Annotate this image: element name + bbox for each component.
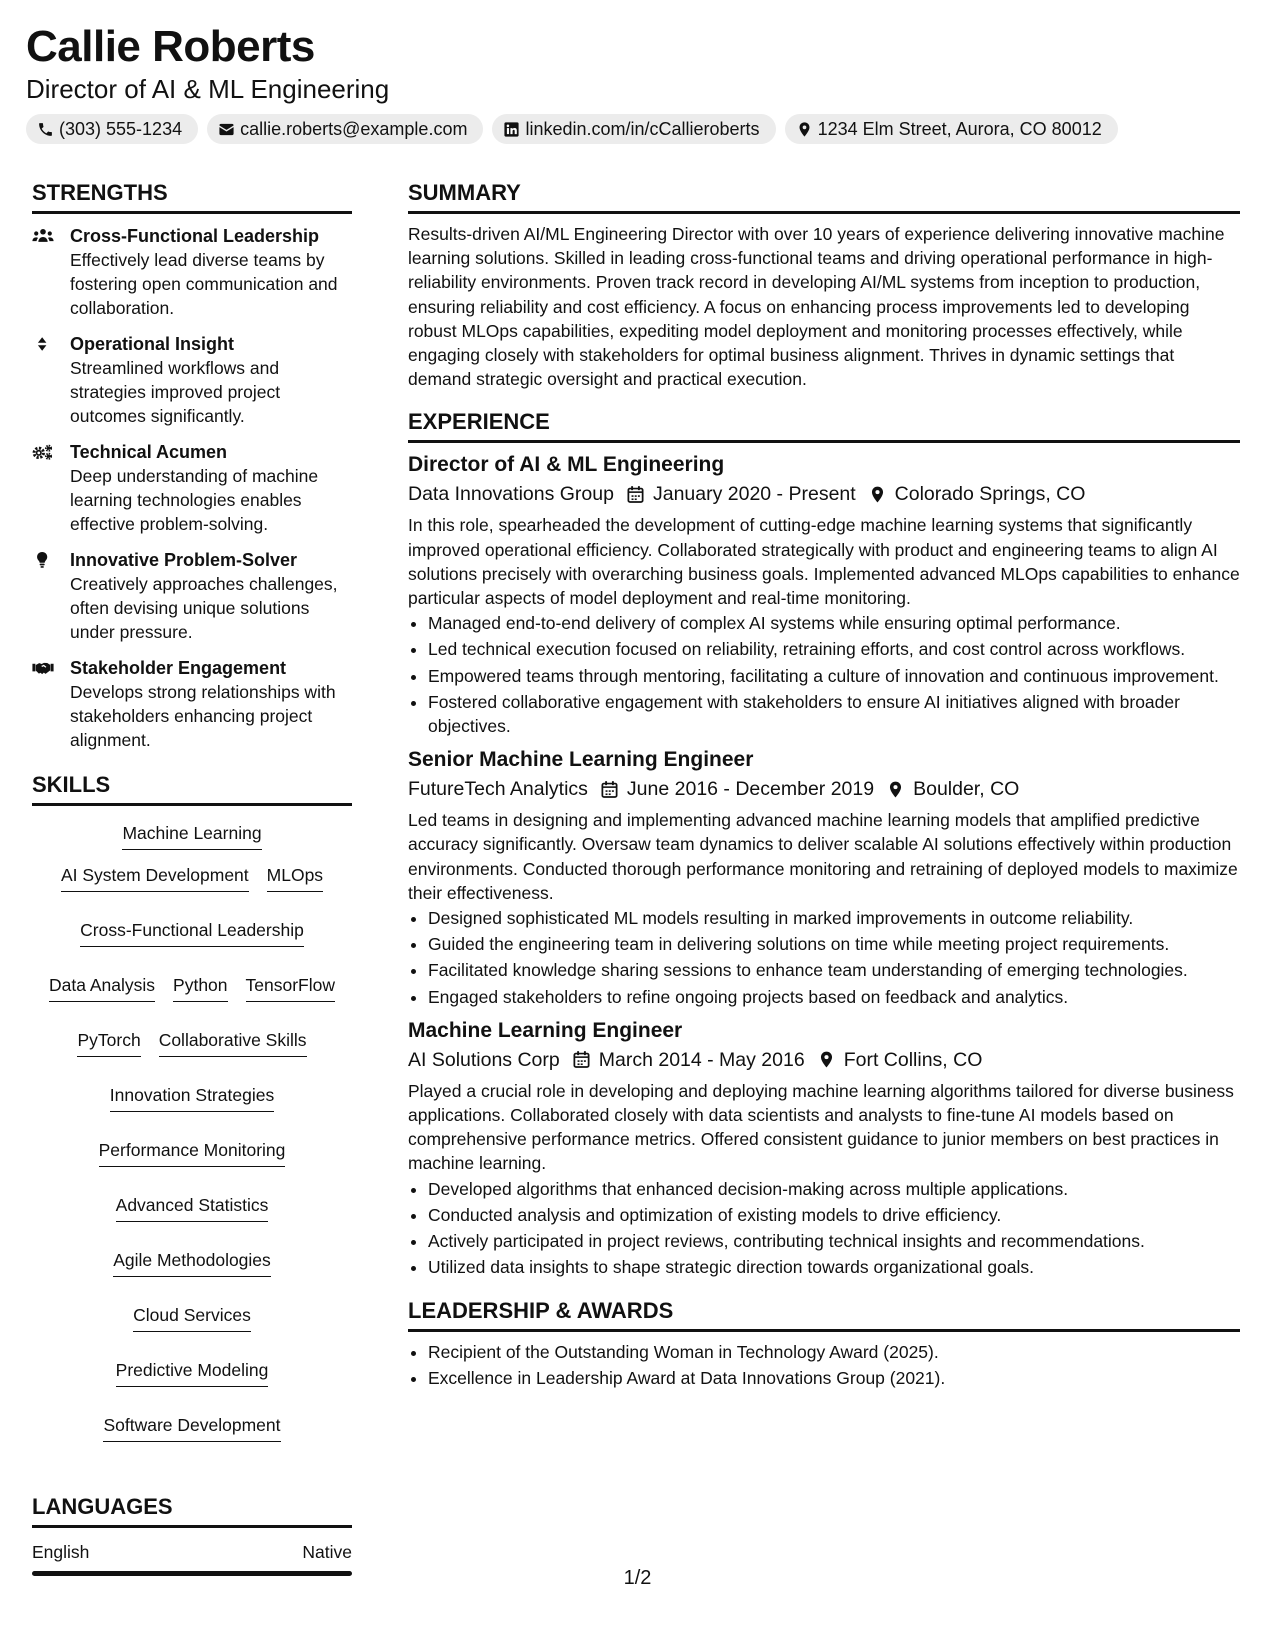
- job-entry: [408, 1017, 1240, 1280]
- job-bullet: • Actively participated in project reviews, contributing technical insights and recommendations.: [428, 1229, 1240, 1253]
- skills-list: [32, 821, 352, 1442]
- job-bullets: [408, 906, 1240, 1009]
- strength-item: [32, 548, 352, 644]
- award-item: • Excellence in Leadership Award at Data Innovations Group (2021).: [428, 1366, 1240, 1390]
- calendar-icon: [626, 485, 645, 504]
- sort-icon: [32, 335, 54, 353]
- strengths-list: [32, 224, 352, 752]
- contact-phone[interactable]: [26, 114, 198, 144]
- job-entry: [408, 451, 1240, 738]
- skill-tag: MLOps: [267, 863, 323, 892]
- job-bullet: • Utilized data insights to shape strategic direction towards organizational goals.: [428, 1255, 1240, 1279]
- contact-phone-text: (303) 555-1234: [59, 119, 183, 139]
- job-title: Director of AI & ML Engineering: [408, 453, 725, 477]
- job-description: In this role, spearheaded the development of cutting-edge machine learning systems that significantly improved operational efficiency. Collaborated strategically with product and engineering teams to align AI solutions precisely with overarching business goals. Implemented advanced MLOps capabilities to enhance particular aspects of model deployment and real-time monitoring.: [408, 515, 1240, 609]
- experience-heading: EXPERIENCE: [408, 407, 1240, 443]
- awards-list: [408, 1340, 1240, 1390]
- summary-text: Results-driven AI/ML Engineering Director with over 10 years of experience delivering innovative machine learning solutions. Skilled in leading cross-functional teams and driving operational performance in high-reliability environments. Proven track record in developing AI/ML systems from inception to production, ensuring reliability and cost efficiency. A focus on enhancing process improvements led to developing robust MLOps capabilities, expediting model deployment and monitoring processes effectively, while engaging closely with stakeholders for optimal business alignment. Thrives in dynamic settings that demand strategic oversight and practical execution.: [408, 224, 1225, 390]
- summary-heading: SUMMARY: [408, 178, 1240, 214]
- job-bullet: • Facilitated knowledge sharing sessions to enhance team understanding of emerging technologies.: [428, 958, 1240, 982]
- award-item: • Recipient of the Outstanding Woman in Technology Award (2025).: [428, 1340, 1240, 1364]
- job-description: Played a crucial role in developing and deploying machine learning algorithms tailored for diverse business applications. Collaborated closely with data scientists and analysts to fine-tune AI models based on comprehensive performance metrics. Offered consistent guidance to junior members on best practices in machine learning.: [408, 1080, 1234, 1174]
- job-company: FutureTech Analytics: [408, 778, 588, 801]
- envelope-icon: [218, 121, 235, 138]
- skill-tag: Agile Methodologies: [113, 1248, 271, 1277]
- skill-tag: Innovation Strategies: [110, 1083, 274, 1112]
- job-title: Machine Learning Engineer: [408, 1018, 683, 1042]
- job-entry: [408, 746, 1240, 1009]
- skill-tag: Advanced Statistics: [116, 1193, 269, 1222]
- skill-tag: Machine Learning: [122, 821, 261, 850]
- language-level: Native: [302, 1542, 352, 1562]
- strength-title: Innovative Problem-Solver: [70, 550, 298, 570]
- skill-tag: Data Analysis: [49, 973, 155, 1002]
- job-bullet: • Led technical execution focused on reliability, retraining efforts, and cost control across workflows.: [428, 637, 1240, 661]
- strength-title: Operational Insight: [70, 334, 235, 354]
- strength-description: Streamlined workflows and strategies improved project outcomes significantly.: [70, 358, 281, 426]
- job-meta: [408, 774, 1240, 804]
- lightbulb-icon: [32, 551, 54, 569]
- job-description: Led teams in designing and implementing advanced machine learning models that amplified predictive accuracy significantly. Oversaw team dynamics to deliver scalable AI solutions effectively within production environments. Conducted thorough performance monitoring and retraining of deployed models to maximize their effectiveness.: [408, 810, 1238, 903]
- contact-linkedin-text: linkedin.com/in/cCallieroberts: [525, 119, 760, 139]
- handshake-icon: [32, 659, 54, 677]
- strength-item: [32, 224, 352, 320]
- candidate-headline: Director of AI & ML Engineering: [26, 74, 390, 104]
- job-company: Data Innovations Group: [408, 483, 614, 506]
- strength-description: Develops strong relationships with stakeholders enhancing project alignment.: [70, 682, 336, 750]
- left-column: [32, 178, 352, 1576]
- skill-tag: Cross-Functional Leadership: [80, 918, 304, 947]
- strength-title: Stakeholder Engagement: [70, 658, 287, 678]
- calendar-icon: [572, 1050, 591, 1069]
- strength-item: [32, 332, 352, 428]
- contact-address: [785, 114, 1118, 144]
- gears-icon: [32, 443, 54, 461]
- skill-tag: Performance Monitoring: [99, 1138, 286, 1167]
- awards-heading: LEADERSHIP & AWARDS: [408, 1296, 1240, 1332]
- job-bullet: • Conducted analysis and optimization of existing models to drive efficiency.: [428, 1203, 1240, 1227]
- location-pin-icon: [817, 1050, 836, 1069]
- skill-tag: Collaborative Skills: [159, 1028, 307, 1057]
- skill-tag: AI System Development: [61, 863, 249, 892]
- job-location: Fort Collins, CO: [843, 1048, 983, 1071]
- job-meta: [408, 479, 1240, 509]
- strength-title: Cross-Functional Leadership: [70, 226, 320, 246]
- contact-bar: [26, 114, 1118, 144]
- right-column: [408, 178, 1240, 1392]
- job-company: AI Solutions Corp: [408, 1048, 560, 1071]
- skill-tag: TensorFlow: [246, 973, 335, 1002]
- strength-description: Creatively approaches challenges, often devising unique solutions under pressure.: [70, 574, 338, 642]
- job-title: Senior Machine Learning Engineer: [408, 748, 754, 772]
- skill-tag: Software Development: [103, 1413, 280, 1442]
- contact-address-text: 1234 Elm Street, Aurora, CO 80012: [817, 119, 1102, 139]
- language-item: [32, 1540, 352, 1564]
- job-location: Colorado Springs, CO: [894, 483, 1086, 506]
- phone-icon: [37, 121, 54, 138]
- location-pin-icon: [886, 780, 905, 799]
- languages-heading: LANGUAGES: [32, 1492, 352, 1528]
- skills-heading: SKILLS: [32, 770, 352, 806]
- linkedin-icon: [503, 121, 520, 138]
- job-bullet: • Managed end-to-end delivery of complex AI systems while ensuring optimal performance.: [428, 611, 1240, 635]
- job-bullet: • Developed algorithms that enhanced decision-making across multiple applications.: [428, 1177, 1240, 1201]
- skill-tag: Python: [173, 973, 227, 1002]
- job-dates: June 2016 - December 2019: [626, 778, 875, 801]
- job-bullets: [408, 611, 1240, 738]
- location-pin-icon: [796, 121, 813, 138]
- page-number: 1/2: [623, 1567, 652, 1589]
- strength-title: Technical Acumen: [70, 442, 228, 462]
- skill-tag: Cloud Services: [133, 1303, 251, 1332]
- job-bullet: • Designed sophisticated ML models resulting in marked improvements in outcome reliability.: [428, 906, 1240, 930]
- contact-linkedin[interactable]: [492, 114, 775, 144]
- skill-tag: Predictive Modeling: [116, 1358, 269, 1387]
- job-dates: January 2020 - Present: [652, 483, 856, 506]
- job-meta: [408, 1045, 1240, 1075]
- strength-description: Effectively lead diverse teams by fostering open communication and collaboration.: [70, 250, 338, 318]
- candidate-name: Callie Roberts: [26, 22, 315, 71]
- strengths-heading: STRENGTHS: [32, 178, 352, 214]
- job-location: Boulder, CO: [913, 778, 1020, 801]
- contact-email-text: callie.roberts@example.com: [240, 119, 468, 139]
- strength-description: Deep understanding of machine learning technologies enables effective problem-solving.: [70, 466, 319, 534]
- strength-item: [32, 440, 352, 536]
- location-pin-icon: [868, 485, 887, 504]
- users-icon: [32, 227, 54, 245]
- job-bullet: • Guided the engineering team in delivering solutions on time while meeting project requirements.: [428, 932, 1240, 956]
- language-name: English: [32, 1542, 90, 1562]
- job-bullet: • Empowered teams through mentoring, facilitating a culture of innovation and continuous improvement.: [428, 664, 1240, 688]
- job-bullet: • Engaged stakeholders to refine ongoing projects based on feedback and analytics.: [428, 985, 1240, 1009]
- job-dates: March 2014 - May 2016: [598, 1048, 805, 1071]
- job-bullet: • Fostered collaborative engagement with stakeholders to ensure AI initiatives aligned with broader objectives.: [428, 690, 1240, 738]
- strength-item: [32, 656, 352, 752]
- skill-tag: PyTorch: [77, 1028, 140, 1057]
- job-bullets: [408, 1177, 1240, 1280]
- calendar-icon: [600, 780, 619, 799]
- contact-email[interactable]: [207, 114, 483, 144]
